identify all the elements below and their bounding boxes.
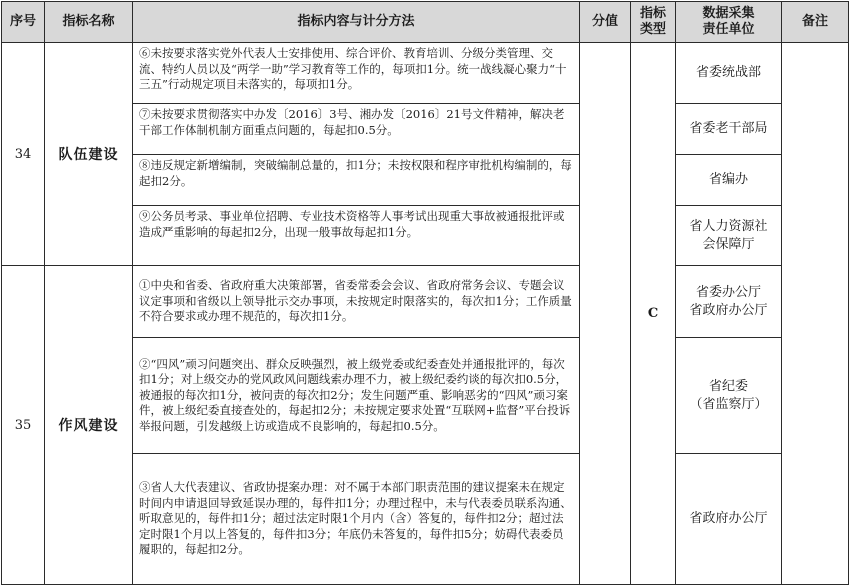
seq-cell: 34 <box>2 43 45 266</box>
unit-line1: 省委办公厅 <box>695 284 761 300</box>
table-row <box>2 43 849 104</box>
unit-line2: （省监察厅） <box>689 396 768 412</box>
header-row <box>2 2 849 43</box>
header-score: 分值 <box>580 2 631 43</box>
unit-line1: 省编办 <box>708 172 748 187</box>
unit-cell <box>676 43 782 104</box>
unit-line1: 省政府办公厅 <box>689 511 768 526</box>
table-row <box>2 266 849 338</box>
content-cell: ③省人大代表建议、省政协提案办理：对不属于本部门职责范围的建议提案未在规定时间内申请退回导致延误办理的，每件扣1分；办理过程中，未与代表委员联系沟通、听取意见的，每件扣1分；超过法定时限1个月内（含）答复的，每件扣2分；超过法定时限1个月以上答复的，每件扣3分；年底仍未答复的，每件扣5分；妨碍代表委员履职的，每起扣2分。 <box>133 454 580 585</box>
unit-cell <box>676 454 782 585</box>
unit-line1: 省委老干部局 <box>689 121 768 136</box>
unit-line2: 会保障厅 <box>702 236 755 252</box>
unit-cell <box>676 338 782 454</box>
indicator-table <box>1 1 849 585</box>
header-content: 指标内容与计分方法 <box>133 2 580 43</box>
header-type <box>631 2 676 43</box>
unit-line2: 省政府办公厅 <box>689 302 768 318</box>
unit-cell <box>676 155 782 206</box>
unit-cell <box>676 104 782 155</box>
indicator-type-cell: C <box>631 43 676 585</box>
header-unit-line1: 数据采集 <box>702 6 755 21</box>
score-cell <box>580 43 631 585</box>
content-cell: ⑨公务员考录、事业单位招聘、专业技术资格等人事考试出现重大事故被通报批评或造成严重影响的每起扣2分，出现一般事故每起扣1分。 <box>133 206 580 266</box>
header-name: 指标名称 <box>45 2 133 43</box>
unit-cell <box>676 266 782 338</box>
unit-line1: 省委统战部 <box>695 65 761 80</box>
content-cell: ⑥未按要求落实党外代表人士安排使用、综合评价、教育培训、分级分类管理、交流、特约人员以及“两学一助”学习教育等工作的，每项扣1分。统一战线凝心聚力“十三五”行动规定项目未落实的，每项扣1分。 <box>133 43 580 104</box>
header-type-line2: 类型 <box>639 22 666 37</box>
content-cell: ⑦未按要求贯彻落实中办发〔2016〕3号、湘办发〔2016〕21号文件精神，解决老干部工作体制机制方面重点问题的，每起扣0.5分。 <box>133 104 580 155</box>
header-seq: 序号 <box>2 2 45 43</box>
content-cell: ①中央和省委、省政府重大决策部署，省委常委会会议、省政府常务会议、专题会议议定事项和省级以上领导批示交办事项，未按规定时限落实的，每次扣1分；工作质量不符合要求或办理不规范的，每次扣1分。 <box>133 266 580 338</box>
content-cell: ②“四风”顽习问题突出、群众反映强烈，被上级党委或纪委查处并通报批评的，每次扣1分；对上级交办的党风政风问题线索办理不力，被上级纪委约谈的每次扣0.5分，被通报的每次扣1分，被问责的每次扣2分；发生问题严重、影响恶劣的“四风”顽习案件，被上级纪委直接查处的，每起扣2分；未按规定要求处置“互联网+监督”平台投诉举报问题，引发越级上访或造成不良影响的，每起扣0.5分。 <box>133 338 580 454</box>
unit-line1: 省纪委 <box>708 378 748 394</box>
remark-cell <box>782 43 849 585</box>
header-unit-line2: 责任单位 <box>702 22 755 37</box>
unit-line1: 省人力资源社 <box>689 218 768 234</box>
content-cell: ⑧违反规定新增编制，突破编制总量的，扣1分；未按权限和程序审批机构编制的，每起扣2分。 <box>133 155 580 206</box>
seq-cell: 35 <box>2 266 45 585</box>
header-type-line1: 指标 <box>639 6 666 21</box>
indicator-name-cell: 队伍建设 <box>45 43 133 266</box>
header-unit <box>676 2 782 43</box>
unit-cell <box>676 206 782 266</box>
indicator-name-cell: 作风建设 <box>45 266 133 585</box>
header-remark: 备注 <box>782 2 849 43</box>
